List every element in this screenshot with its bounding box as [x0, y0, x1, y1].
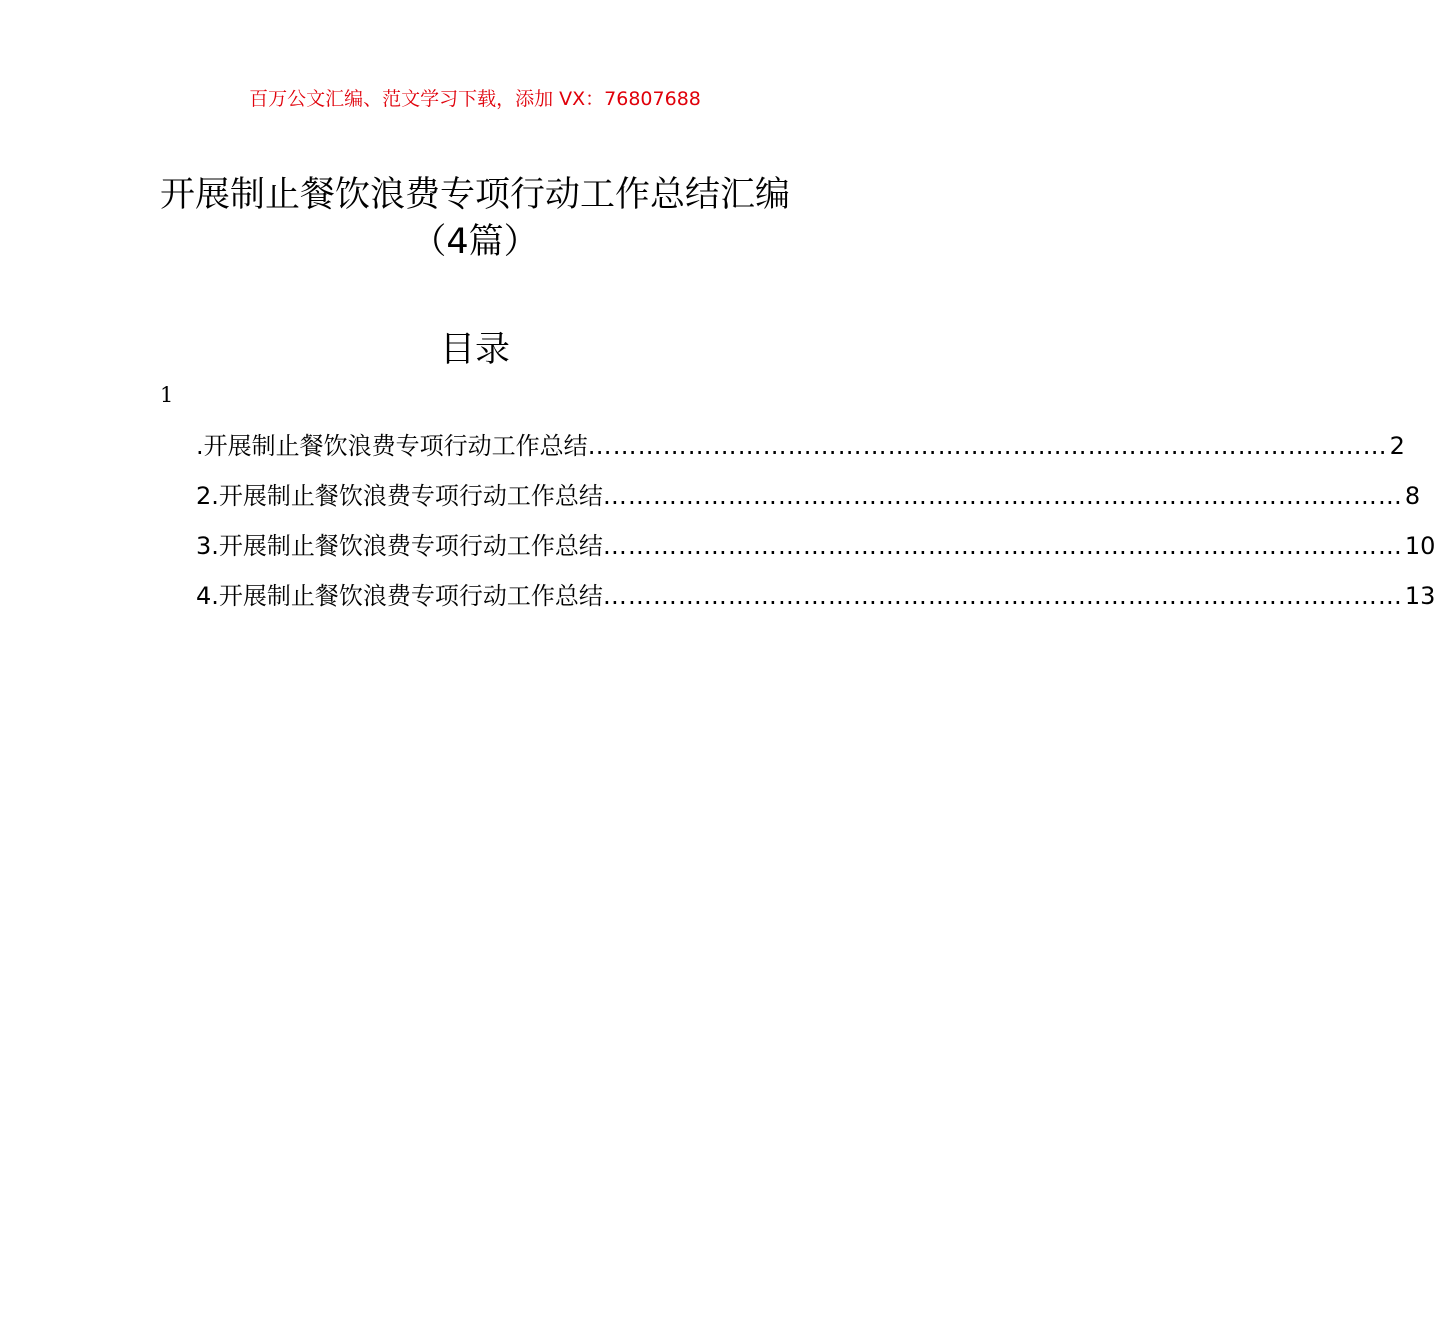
toc-heading: 目录	[439, 330, 510, 370]
toc-entry-2[interactable]	[196, 476, 1421, 526]
document-title-line1: 开展制止餐饮浪费专项行动工作总结汇编	[159, 175, 790, 215]
toc-entry-page: 2	[1389, 432, 1405, 460]
toc-stray-number: 1	[160, 383, 174, 407]
toc-entry-label: 2.开展制止餐饮浪费专项行动工作总结	[196, 482, 603, 510]
toc-entry-4[interactable]	[196, 576, 1435, 626]
toc-leader-dots: ……………………………………………………………………………………	[602, 532, 1403, 560]
document-title	[60, 172, 890, 266]
toc-entry-page: 13	[1404, 582, 1435, 610]
toc-entry-label: 4.开展制止餐饮浪费专项行动工作总结	[196, 582, 603, 610]
toc-leader-dots: ……………………………………………………………………………………	[602, 482, 1403, 510]
header-download-note: 百万公文汇编、范文学习下载，添加 VX：76807688	[249, 88, 701, 110]
table-of-contents	[196, 426, 1435, 626]
toc-leader-dots: ……………………………………………………………………………………	[602, 582, 1403, 610]
toc-entry-page: 8	[1404, 482, 1421, 510]
toc-entry-label: 3.开展制止餐饮浪费专项行动工作总结	[196, 532, 603, 560]
toc-entry-page: 10	[1404, 532, 1435, 560]
document-title-line2: （4篇）	[411, 222, 539, 262]
toc-entry-label: .开展制止餐饮浪费专项行动工作总结	[196, 432, 588, 460]
toc-entry-1[interactable]	[196, 426, 1405, 476]
toc-entry-3[interactable]	[196, 526, 1435, 576]
toc-leader-dots: ……………………………………………………………………………………	[587, 432, 1388, 460]
